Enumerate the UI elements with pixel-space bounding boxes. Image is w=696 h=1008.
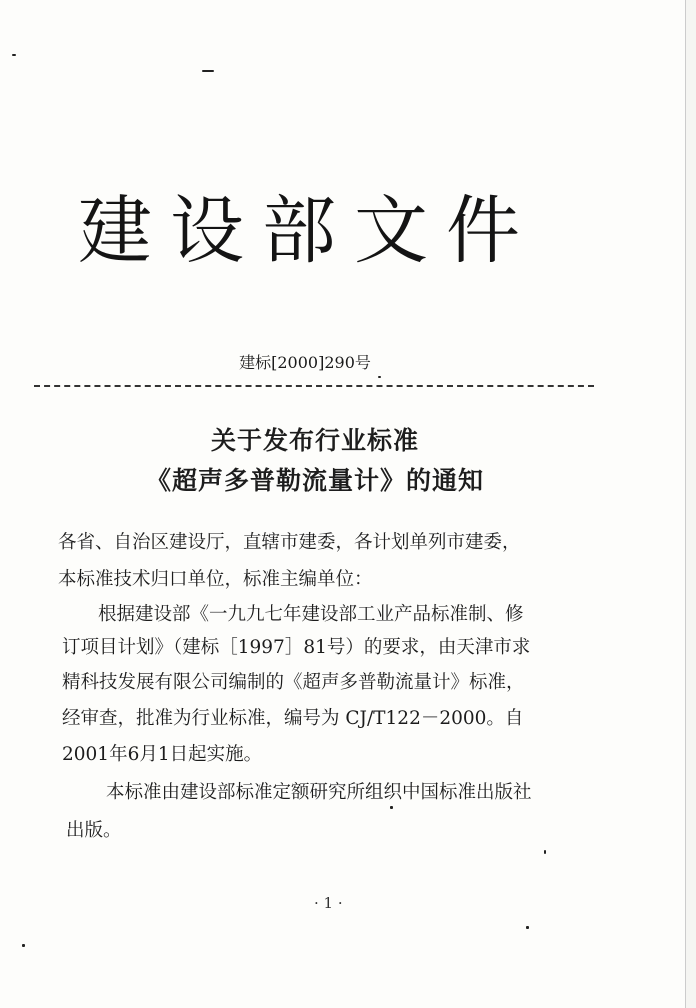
body-line: 根据建设部《一九九七年建设部工业产品标准制、修 — [98, 604, 524, 625]
scan-speck — [202, 70, 214, 72]
body-line: 本标准由建设部标准定额研究所组织中国标准出版社 — [106, 782, 532, 803]
body-line: 订项目计划》（建标［1997］81号）的要求，由天津市求 — [62, 637, 531, 658]
body-line: 精科技发展有限公司编制的《超声多普勒流量计》标准， — [62, 672, 525, 693]
header-divider — [34, 385, 594, 387]
body-line: 各省、自治区建设厅，直辖市建委，各计划单列市建委， — [58, 532, 521, 553]
scan-speck — [390, 806, 393, 809]
scan-speck — [544, 850, 546, 854]
page-number: · 1 · — [314, 894, 343, 912]
scan-speck — [12, 54, 16, 56]
scan-speck — [22, 944, 25, 947]
document-header-title: 建设部文件 — [78, 188, 538, 274]
body-line: 2001年6月1日起实施。 — [62, 744, 263, 765]
body-line: 本标准技术归口单位，标准主编单位： — [58, 569, 373, 590]
body-line: 出版。 — [66, 820, 122, 841]
scan-speck — [378, 376, 381, 378]
body-line: 经审查，批准为行业标准，编号为 CJ/T122－2000。自 — [62, 708, 524, 729]
document-number: 建标[2000]290号 — [239, 353, 371, 372]
notice-title-line-2: 《超声多普勒流量计》的通知 — [145, 466, 484, 495]
page-edge — [685, 0, 696, 1008]
scan-speck — [526, 926, 529, 929]
notice-title-line-1: 关于发布行业标准 — [210, 426, 419, 455]
